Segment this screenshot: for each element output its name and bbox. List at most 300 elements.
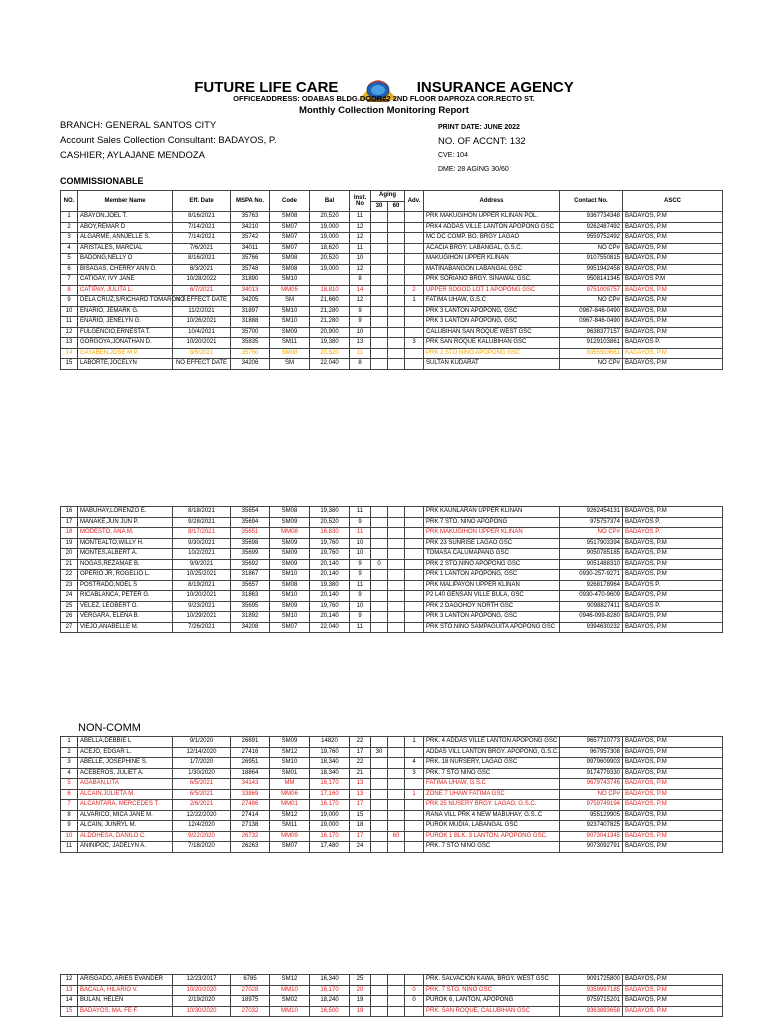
cell-ascc: BADAYOS, P.M bbox=[623, 243, 723, 254]
cell-eff: 10/29/2021 bbox=[173, 612, 231, 623]
cell-a30 bbox=[371, 317, 388, 328]
cell-contact: 9359997185 bbox=[560, 985, 623, 996]
cell-a60 bbox=[388, 264, 405, 275]
cell-name: GORGOYA,JONATHAN D. bbox=[78, 338, 173, 349]
cell-inst: 8 bbox=[350, 275, 371, 286]
cell-addr: PRK. 7 STO NIÑO GSC bbox=[424, 768, 560, 779]
cell-no: 1 bbox=[61, 737, 78, 748]
cell-a60 bbox=[388, 622, 405, 633]
cell-code: SM09 bbox=[270, 601, 310, 612]
table-row bbox=[61, 737, 723, 748]
cell-inst: 22 bbox=[350, 758, 371, 769]
cell-a60 bbox=[388, 317, 405, 328]
cell-mspa: 35766 bbox=[231, 254, 270, 265]
cell-eff: 7/26/2021 bbox=[173, 622, 231, 633]
cell-code: MM05 bbox=[270, 285, 310, 296]
cell-a60 bbox=[388, 348, 405, 359]
cell-bal: 22,040 bbox=[310, 622, 350, 633]
cell-mspa: 35657 bbox=[231, 580, 270, 591]
cell-mspa: 27486 bbox=[231, 800, 270, 811]
cell-eff: NO EFFECT DATE bbox=[173, 296, 231, 307]
cell-mspa: 26691 bbox=[231, 737, 270, 748]
cell-ascc: BADAYOS P. bbox=[623, 528, 723, 539]
cell-inst: 9 bbox=[350, 591, 371, 602]
table-row bbox=[61, 306, 723, 317]
cell-addr: PRK SAN ROQUE KALUBIHAN GSC bbox=[424, 338, 560, 349]
cell-inst: 24 bbox=[350, 842, 371, 853]
cell-no: 11 bbox=[61, 317, 78, 328]
cell-contact: 9759749194 bbox=[560, 800, 623, 811]
cell-contact: 9363893658 bbox=[560, 1006, 623, 1017]
cell-adv bbox=[405, 254, 424, 265]
cell-adv bbox=[405, 975, 424, 986]
cell-addr: PRK MAKUGIHON UPPER KLINAN bbox=[424, 528, 560, 539]
cell-inst: 22 bbox=[350, 737, 371, 748]
cell-ascc: BADAYOS, P.M bbox=[623, 1006, 723, 1017]
cell-bal: 19,760 bbox=[310, 538, 350, 549]
cell-eff: 9/22/2020 bbox=[173, 831, 231, 842]
cell-a60 bbox=[388, 975, 405, 986]
cell-addr: PRK MAKUGIHON UPPER KLINAN POL. bbox=[424, 212, 560, 223]
cell-a60 bbox=[388, 327, 405, 338]
cell-mspa: 31863 bbox=[231, 591, 270, 602]
cell-mspa: 35692 bbox=[231, 559, 270, 570]
cell-a30 bbox=[371, 549, 388, 560]
cell-bal: 16,500 bbox=[310, 1006, 350, 1017]
cell-bal: 22,040 bbox=[310, 359, 350, 370]
cell-bal: 20,140 bbox=[310, 570, 350, 581]
cell-bal: 19,760 bbox=[310, 747, 350, 758]
cell-contact: 9174779330 bbox=[560, 768, 623, 779]
cell-mspa: 27032 bbox=[231, 1006, 270, 1017]
cell-code: SM08 bbox=[270, 212, 310, 223]
cell-ascc: BADAYOS P. bbox=[623, 601, 723, 612]
cell-code: SM01 bbox=[270, 768, 310, 779]
cell-ascc: BADAYOS P.M bbox=[623, 275, 723, 286]
cell-mspa: 6785 bbox=[231, 975, 270, 986]
cell-adv bbox=[405, 317, 424, 328]
cell-ascc: BADAYOS, P.M bbox=[623, 348, 723, 359]
cell-no: 19 bbox=[61, 538, 78, 549]
cell-code: SM07 bbox=[270, 243, 310, 254]
cell-ascc: BADAYOS P. bbox=[623, 580, 723, 591]
cve-label: CVE: 104 bbox=[438, 152, 468, 159]
cell-name: VERGARA, ELENA B. bbox=[78, 612, 173, 623]
cell-a60 bbox=[388, 601, 405, 612]
cell-a30 bbox=[371, 222, 388, 233]
cell-no: 18 bbox=[61, 528, 78, 539]
cell-name: POSTRADO,NOEL S bbox=[78, 580, 173, 591]
cell-addr: MAKUGIHON UPPER KLINAN bbox=[424, 254, 560, 265]
cell-adv bbox=[405, 327, 424, 338]
cell-mspa: 35654 bbox=[231, 507, 270, 518]
cell-bal: 20,520 bbox=[310, 212, 350, 223]
cell-no: 8 bbox=[61, 285, 78, 296]
cell-no: 4 bbox=[61, 768, 78, 779]
cell-code: SM11 bbox=[270, 338, 310, 349]
cell-a30 bbox=[371, 612, 388, 623]
cell-addr: PRK MALIPAYON UPPER KLINAN bbox=[424, 580, 560, 591]
cell-adv bbox=[405, 306, 424, 317]
cell-code: MM10 bbox=[270, 1006, 310, 1017]
cell-inst: 9 bbox=[350, 570, 371, 581]
cell-a30 bbox=[371, 528, 388, 539]
non-comm-table-continued bbox=[60, 974, 723, 1017]
dme-label: DME: 28 AGING 30/60 bbox=[438, 166, 509, 173]
cell-contact: 9098827411 bbox=[560, 601, 623, 612]
cell-a30 bbox=[371, 359, 388, 370]
cell-addr: ACACIA BRGY. LABANGAL, G.S.C. bbox=[424, 243, 560, 254]
cell-adv bbox=[405, 517, 424, 528]
cell-code: SM07 bbox=[270, 842, 310, 853]
cell-no: 22 bbox=[61, 570, 78, 581]
cell-eff: 8/3/2021 bbox=[173, 264, 231, 275]
cell-bal: 19,000 bbox=[310, 233, 350, 244]
cell-name: CATIGAY, IVY JANE bbox=[78, 275, 173, 286]
cell-eff: 10/20/2020 bbox=[173, 985, 231, 996]
cell-a30 bbox=[371, 296, 388, 307]
cell-code: SM07 bbox=[270, 233, 310, 244]
table-row bbox=[61, 789, 723, 800]
cell-eff: 9/28/2021 bbox=[173, 517, 231, 528]
cell-inst: 11 bbox=[350, 348, 371, 359]
cell-addr: PRK 2 STO NIÑO APOPONG GSC bbox=[424, 348, 560, 359]
cell-name: RICABLANCA, PETER G. bbox=[78, 591, 173, 602]
cell-ascc: BADAYOS, P.M bbox=[623, 842, 723, 853]
table-row bbox=[61, 549, 723, 560]
cell-code: SM10 bbox=[270, 275, 310, 286]
cell-no: 14 bbox=[61, 348, 78, 359]
cell-a60 bbox=[388, 768, 405, 779]
col-address: Address bbox=[424, 191, 560, 212]
cell-inst: 11 bbox=[350, 243, 371, 254]
cell-a30 bbox=[371, 243, 388, 254]
cell-a60 bbox=[388, 528, 405, 539]
cell-name: ENARIO, JEMARK G. bbox=[78, 306, 173, 317]
cell-contact: 0946-099-8280 bbox=[560, 612, 623, 623]
cell-a60 bbox=[388, 758, 405, 769]
cell-ascc: BADAYOS, P.M bbox=[623, 810, 723, 821]
cell-contact: 9367734348 bbox=[560, 212, 623, 223]
cell-name: ALGARME, ANNJELLE S. bbox=[78, 233, 173, 244]
cell-adv bbox=[405, 601, 424, 612]
cell-name: ENARIO, JENELYN G. bbox=[78, 317, 173, 328]
cell-eff: 10/2/2021 bbox=[173, 549, 231, 560]
cell-a60 bbox=[388, 338, 405, 349]
cell-adv bbox=[405, 779, 424, 790]
cell-inst: 18 bbox=[350, 821, 371, 832]
cell-addr: PUROK MUDIA, LABANGAL GSC bbox=[424, 821, 560, 832]
cell-code: SM08 bbox=[270, 264, 310, 275]
section-non-comm: NON-COMM bbox=[78, 722, 141, 734]
table-row bbox=[61, 317, 723, 328]
table-row bbox=[61, 528, 723, 539]
cell-eff: 10/20/2021 bbox=[173, 591, 231, 602]
cell-a30 bbox=[371, 842, 388, 853]
cell-name: NOGAS,REZAMAE B. bbox=[78, 559, 173, 570]
cell-contact: 9091725800 bbox=[560, 975, 623, 986]
cell-no: 20 bbox=[61, 549, 78, 560]
cell-bal: 19,000 bbox=[310, 821, 350, 832]
cell-inst: 17 bbox=[350, 747, 371, 758]
cell-code: MM06 bbox=[270, 789, 310, 800]
cell-inst: 13 bbox=[350, 779, 371, 790]
cell-bal: 16,170 bbox=[310, 831, 350, 842]
cell-mspa: 31888 bbox=[231, 317, 270, 328]
cell-no: 23 bbox=[61, 580, 78, 591]
cell-addr: PUROK 6, LANTON, APOPONG bbox=[424, 996, 560, 1007]
cell-eff: 12/23/2017 bbox=[173, 975, 231, 986]
cell-inst: 19 bbox=[350, 996, 371, 1007]
cell-inst: 11 bbox=[350, 580, 371, 591]
cell-inst: 12 bbox=[350, 296, 371, 307]
cell-name: VELEZ, LEOBERT O. bbox=[78, 601, 173, 612]
cell-name: MONTES,ALBERT A. bbox=[78, 549, 173, 560]
cell-contact: 9355503661 bbox=[560, 348, 623, 359]
non-comm-table bbox=[60, 736, 723, 853]
cell-inst: 10 bbox=[350, 538, 371, 549]
cell-contact: NO CP# bbox=[560, 243, 623, 254]
cell-adv bbox=[405, 348, 424, 359]
cell-code: SM10 bbox=[270, 758, 310, 769]
cell-bal: 21,280 bbox=[310, 317, 350, 328]
cell-code: MM01 bbox=[270, 800, 310, 811]
cell-mspa: 35651 bbox=[231, 528, 270, 539]
cell-no: 13 bbox=[61, 338, 78, 349]
cell-name: MABUHAY,LORENZO E. bbox=[78, 507, 173, 518]
table-row bbox=[61, 758, 723, 769]
cell-a30: 30 bbox=[371, 747, 388, 758]
cell-ascc: BADAYOS P. bbox=[623, 517, 723, 528]
cell-no: 12 bbox=[61, 327, 78, 338]
cell-a60 bbox=[388, 612, 405, 623]
cell-no: 2 bbox=[61, 222, 78, 233]
cell-adv bbox=[405, 747, 424, 758]
cell-a60 bbox=[388, 591, 405, 602]
cell-mspa: 31867 bbox=[231, 570, 270, 581]
cell-eff: 1/7/2020 bbox=[173, 758, 231, 769]
cell-name: ARISGADO, ARIES EVANDER bbox=[78, 975, 173, 986]
cell-mspa: 27028 bbox=[231, 985, 270, 996]
table-row bbox=[61, 779, 723, 790]
cell-mspa: 34143 bbox=[231, 779, 270, 790]
cell-no: 8 bbox=[61, 810, 78, 821]
office-address: OFFICEADDRESS: ODABAS BLDG.DOOR#2 2ND FLOOR DAPROZA COR.RECTO ST. bbox=[233, 94, 535, 103]
table-row bbox=[61, 601, 723, 612]
cell-no: 9 bbox=[61, 296, 78, 307]
cell-no: 6 bbox=[61, 264, 78, 275]
table-row bbox=[61, 842, 723, 853]
cell-no: 11 bbox=[61, 842, 78, 853]
cell-a30 bbox=[371, 831, 388, 842]
cell-contact: NO CP# bbox=[560, 528, 623, 539]
cell-adv bbox=[405, 528, 424, 539]
cell-bal: 16,170 bbox=[310, 800, 350, 811]
cell-eff: 10/25/2021 bbox=[173, 570, 231, 581]
cell-a60 bbox=[388, 285, 405, 296]
cell-name: OPERIO JR, ROGELIO L. bbox=[78, 570, 173, 581]
cell-addr: PRK 3 LANTON APOPONG, GSC bbox=[424, 306, 560, 317]
cell-a60 bbox=[388, 275, 405, 286]
table-row bbox=[61, 517, 723, 528]
cell-a60 bbox=[388, 507, 405, 518]
cell-mspa: 35748 bbox=[231, 264, 270, 275]
cell-no: 21 bbox=[61, 559, 78, 570]
cell-adv bbox=[405, 821, 424, 832]
cell-a30 bbox=[371, 737, 388, 748]
cell-a30 bbox=[371, 348, 388, 359]
table-row bbox=[61, 580, 723, 591]
cell-eff: 9/23/2021 bbox=[173, 601, 231, 612]
cell-name: ALDOHESA, DANILO C. bbox=[78, 831, 173, 842]
cell-no: 26 bbox=[61, 612, 78, 623]
cell-contact: 9679743746 bbox=[560, 779, 623, 790]
cell-contact: 9759715201 bbox=[560, 996, 623, 1007]
cell-bal: 20,140 bbox=[310, 612, 350, 623]
cell-code: SM07 bbox=[270, 222, 310, 233]
cell-ascc: BADAYOS, P.M bbox=[623, 570, 723, 581]
cell-a60 bbox=[388, 737, 405, 748]
cell-ascc: BADAYOS, P.M bbox=[623, 985, 723, 996]
cell-a30 bbox=[371, 996, 388, 1007]
cell-contact: 9050785185 bbox=[560, 549, 623, 560]
cell-mspa: 27138 bbox=[231, 821, 270, 832]
cell-name: CATIPAY, JULITA L. bbox=[78, 285, 173, 296]
cell-a30 bbox=[371, 768, 388, 779]
cell-adv: 1 bbox=[405, 789, 424, 800]
cell-ascc: BADAYOS P. bbox=[623, 338, 723, 349]
cell-adv bbox=[405, 559, 424, 570]
cell-no: 5 bbox=[61, 254, 78, 265]
cell-inst: 19 bbox=[350, 1006, 371, 1017]
table-row bbox=[61, 996, 723, 1007]
cell-inst: 9 bbox=[350, 517, 371, 528]
cell-inst: 11 bbox=[350, 507, 371, 518]
col-eff-date: Eff. Date bbox=[173, 191, 231, 212]
cell-eff: 8/16/2021 bbox=[173, 212, 231, 223]
cell-ascc: BADAYOS, P.M bbox=[623, 317, 723, 328]
cell-mspa: 34205 bbox=[231, 296, 270, 307]
col-bal: Bal bbox=[310, 191, 350, 212]
cell-eff: 1/30/2020 bbox=[173, 768, 231, 779]
cell-bal: 21,280 bbox=[310, 306, 350, 317]
cell-code: SM09 bbox=[270, 327, 310, 338]
cell-addr: PRK. 7 STO NIÑO GSC bbox=[424, 842, 560, 853]
table-row bbox=[61, 821, 723, 832]
cell-mspa: 34206 bbox=[231, 359, 270, 370]
table-row bbox=[61, 275, 723, 286]
cell-ascc: BADAYOS, P.M bbox=[623, 831, 723, 842]
cell-inst: 9 bbox=[350, 559, 371, 570]
cell-eff: 10/26/2021 bbox=[173, 317, 231, 328]
table-row bbox=[61, 975, 723, 986]
cell-inst: 8 bbox=[350, 359, 371, 370]
cell-ascc: BADAYOS, P.M bbox=[623, 747, 723, 758]
table-row bbox=[61, 348, 723, 359]
cell-adv bbox=[405, 243, 424, 254]
cell-no: 17 bbox=[61, 517, 78, 528]
cell-mspa: 31897 bbox=[231, 306, 270, 317]
branch-info bbox=[60, 118, 277, 163]
cell-inst: 10 bbox=[350, 254, 371, 265]
cell-code: SM09 bbox=[270, 538, 310, 549]
cell-code: SM10 bbox=[270, 591, 310, 602]
cell-eff: 10/4/2021 bbox=[173, 327, 231, 338]
cell-name: BACALA, HILARIO V. bbox=[78, 985, 173, 996]
cell-no: 25 bbox=[61, 601, 78, 612]
cell-ascc: BADAYOS, P.M bbox=[623, 622, 723, 633]
cell-a60 bbox=[388, 306, 405, 317]
cell-adv bbox=[405, 580, 424, 591]
cell-a30 bbox=[371, 580, 388, 591]
cell-inst: 9 bbox=[350, 317, 371, 328]
cell-eff: 8/17/2021 bbox=[173, 528, 231, 539]
col-contact: Contact No. bbox=[560, 191, 623, 212]
cell-ascc: BADAYOS, P.M bbox=[623, 538, 723, 549]
col-aging-30: 30 bbox=[371, 201, 388, 212]
cell-a60 bbox=[388, 779, 405, 790]
cell-name: MODESTO, ANA M. bbox=[78, 528, 173, 539]
cell-addr: PRK 3 LANTON APOPONG, GSC bbox=[424, 317, 560, 328]
cell-name: ABAYON,JOEL T. bbox=[78, 212, 173, 223]
cell-adv: 3 bbox=[405, 768, 424, 779]
cell-name: VIEJO,ANABELLE M. bbox=[78, 622, 173, 633]
cell-bal: 19,760 bbox=[310, 601, 350, 612]
cell-code: SM02 bbox=[270, 996, 310, 1007]
cell-code: SM08 bbox=[270, 507, 310, 518]
cell-name: BULAN, HELEN bbox=[78, 996, 173, 1007]
cell-inst: 14 bbox=[350, 285, 371, 296]
cell-a30 bbox=[371, 779, 388, 790]
cell-eff: 2/19/2020 bbox=[173, 996, 231, 1007]
col-aging: Aging bbox=[371, 191, 405, 202]
cell-mspa: 33869 bbox=[231, 789, 270, 800]
cell-code: SM10 bbox=[270, 570, 310, 581]
cell-inst: 10 bbox=[350, 601, 371, 612]
cell-a60 bbox=[388, 789, 405, 800]
cell-mspa: 31890 bbox=[231, 275, 270, 286]
cell-adv bbox=[405, 570, 424, 581]
cell-a60 bbox=[388, 810, 405, 821]
cell-a30 bbox=[371, 800, 388, 811]
cell-eff: 9/30/2021 bbox=[173, 538, 231, 549]
cell-eff: 12/14/2020 bbox=[173, 747, 231, 758]
cell-mspa: 31892 bbox=[231, 612, 270, 623]
cell-addr: PRK4 ADDAS VILLE LANTON APOPONG GSC bbox=[424, 222, 560, 233]
cell-bal bbox=[310, 275, 350, 286]
cell-inst: 25 bbox=[350, 975, 371, 986]
cell-code: MM08 bbox=[270, 528, 310, 539]
cell-code: SM08 bbox=[270, 254, 310, 265]
cell-name: LABORTE,JOCELYN bbox=[78, 359, 173, 370]
cell-eff: 8/18/2021 bbox=[173, 507, 231, 518]
cell-mspa: 18864 bbox=[231, 768, 270, 779]
cell-ascc: BADAYOS, P.M bbox=[623, 306, 723, 317]
cell-ascc: BADAYOS, P.M bbox=[623, 821, 723, 832]
cell-mspa: 26263 bbox=[231, 842, 270, 853]
cell-code: SM07 bbox=[270, 622, 310, 633]
cell-a30 bbox=[371, 254, 388, 265]
title-left: FUTURE LIFE CARE bbox=[194, 78, 339, 96]
cell-inst: 21 bbox=[350, 768, 371, 779]
table-row bbox=[61, 285, 723, 296]
cell-inst: 9 bbox=[350, 612, 371, 623]
cell-ascc: BADAYOS, P.M bbox=[623, 296, 723, 307]
cell-name: ALCAIN, JUNRYL M. bbox=[78, 821, 173, 832]
cell-code: SM09 bbox=[270, 517, 310, 528]
cell-a30 bbox=[371, 789, 388, 800]
cell-code: SM bbox=[270, 296, 310, 307]
